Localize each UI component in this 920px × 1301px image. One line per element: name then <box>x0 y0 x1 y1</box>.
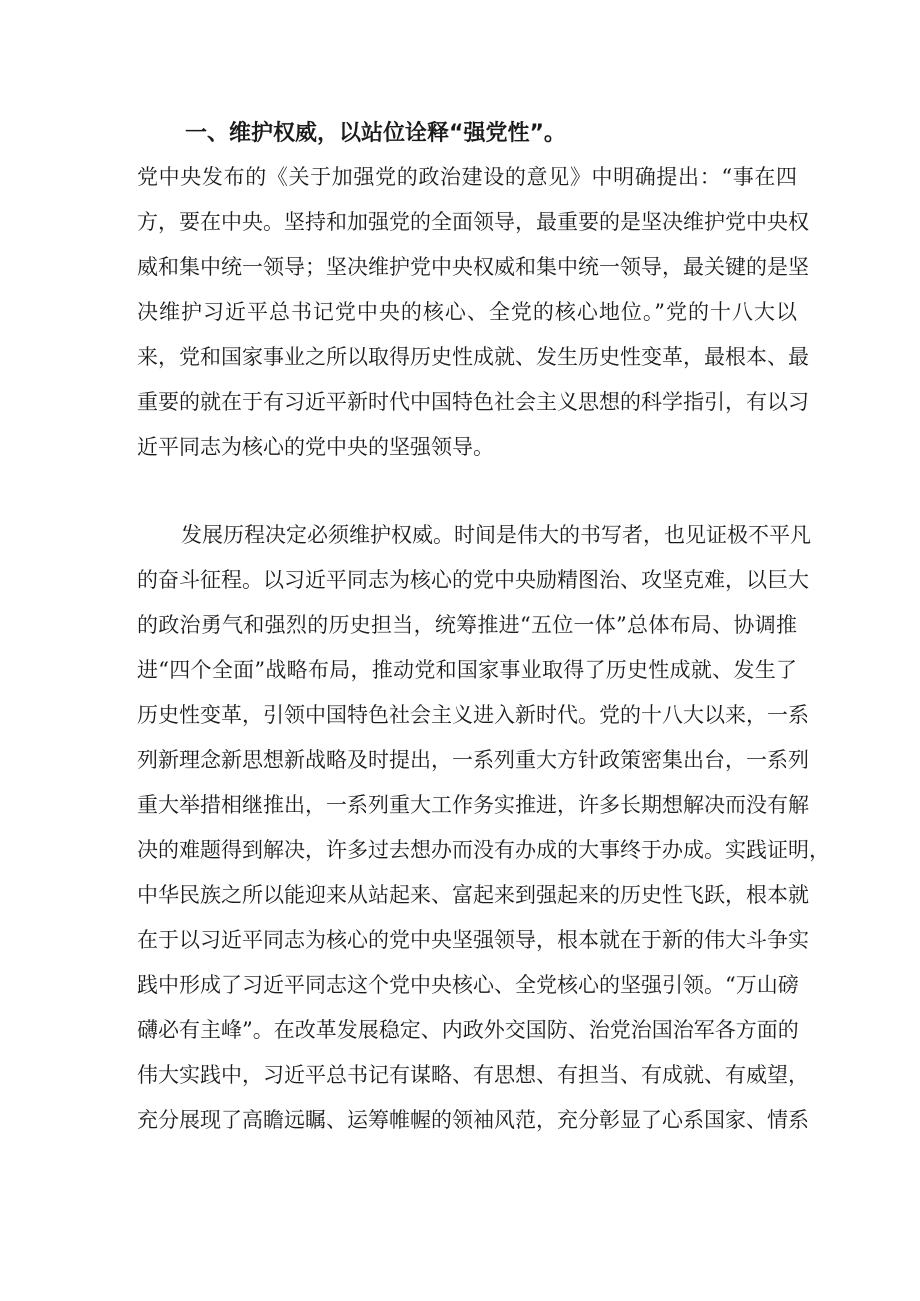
paragraph-line: 历史性变革，引领中国特色社会主义进入新时代。党的十八大以来，一系 <box>137 703 809 727</box>
paragraph-line: 发展历程决定必须维护权威。时间是伟大的书写者，也见证极不平凡 <box>181 523 811 547</box>
paragraph-line: 中华民族之所以能迎来从站起来、富起来到强起来的历史性飞跃，根本就 <box>137 883 809 907</box>
section-heading: 一、维护权威，以站位诠释“强党性”。 <box>185 121 566 146</box>
paragraph-line: 近平同志为核心的党中央的坚强领导。 <box>137 435 494 459</box>
paragraph-line: 方，要在中央。坚持和加强党的全面领导，最重要的是坚决维护党中央权 <box>137 210 809 234</box>
paragraph-line: 来，党和国家事业之所以取得历史性成就、发生历史性变革，最根本、最 <box>137 345 809 369</box>
paragraph-line: 重要的就在于有习近平新时代中国特色社会主义思想的科学指引，有以习 <box>137 390 809 414</box>
paragraph-line: 党中央发布的《关于加强党的政治建设的意见》中明确提出：“事在四 <box>137 165 797 189</box>
paragraph-line: 进“四个全面”战略布局，推动党和国家事业取得了历史性成就、发生了 <box>137 658 797 682</box>
paragraph-line: 的奋斗征程。以习近平同志为核心的党中央励精图治、攻坚克难，以巨大 <box>137 568 809 592</box>
paragraph-line: 决维护习近平总书记党中央的核心、全党的核心地位。”党的十八大以 <box>137 300 797 324</box>
paragraph-line: 在于以习近平同志为核心的党中央坚强领导，根本就在于新的伟大斗争实 <box>137 928 809 952</box>
paragraph-line: 威和集中统一领导；坚决维护党中央权威和集中统一领导，最关键的是坚 <box>137 255 809 279</box>
paragraph-line: 列新理念新思想新战略及时提出，一系列重大方针政策密集出台，一系列 <box>137 748 809 772</box>
paragraph-line: 践中形成了习近平同志这个党中央核心、全党核心的坚强引领。“万山磅 <box>137 973 799 997</box>
paragraph-line: 伟大实践中，习近平总书记有谋略、有思想、有担当、有成就、有威望， <box>137 1063 809 1087</box>
paragraph-line: 决的难题得到解决，许多过去想办而没有办成的大事终于办成。实践证明， <box>137 838 830 862</box>
paragraph-line: 充分展现了高瞻远瞩、运筹帷幄的领袖风范，充分彰显了心系国家、情系 <box>137 1108 809 1132</box>
paragraph-line: 的政治勇气和强烈的历史担当，统筹推进“五位一体”总体布局、协调推 <box>137 613 797 637</box>
paragraph-line: 礴必有主峰”。在改革发展稳定、内政外交国防、治党治国治军各方面的 <box>137 1018 799 1042</box>
paragraph-line: 重大举措相继推出，一系列重大工作务实推进，许多长期想解决而没有解 <box>137 793 809 817</box>
